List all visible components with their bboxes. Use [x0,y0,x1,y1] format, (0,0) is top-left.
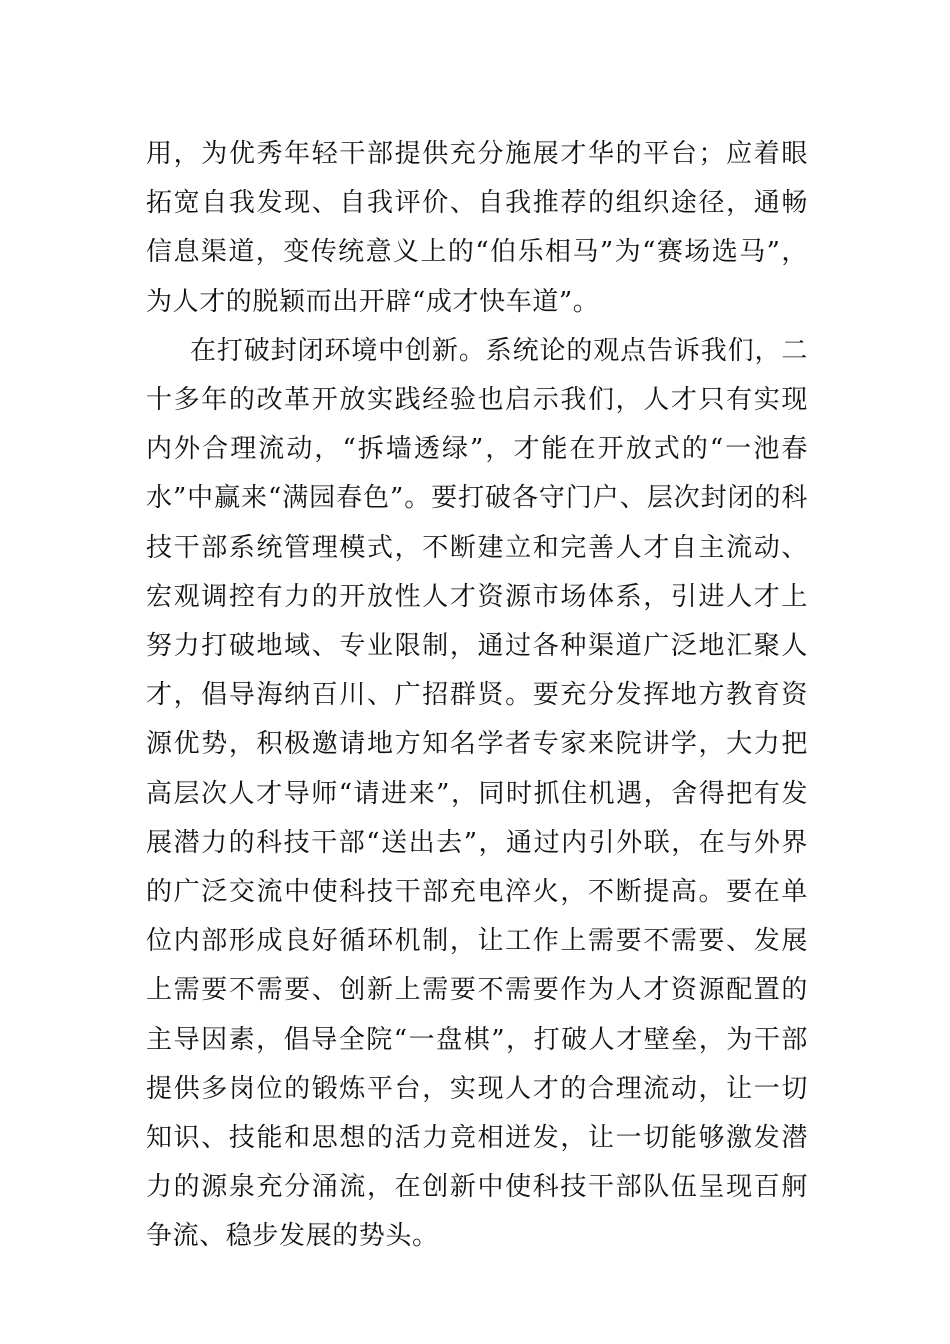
document-body [146,130,808,1262]
paragraph-continuation: 用，为优秀年轻干部提供充分施展才华的平台；应着眼拓宽自我发现、自我评价、自我推荐的组织途径，通畅信息渠道，变传统意义上的“伯乐相马”为“赛场选马”，为人才的脱颖而出开辟“成才快车道”。 [146,139,808,317]
paragraph-innovation: 在打破封闭环境中创新。系统论的观点告诉我们，二十多年的改革开放实践经验也启示我们，人才只有实现内外合理流动，“拆墙透绿”，才能在开放式的“一池春水”中赢来“满园春色”。要打破各守门户、层次封闭的科技干部系统管理模式，不断建立和完善人才自主流动、宏观调控有力的开放性人才资源市场体系，引进人才上努力打破地域、专业限制，通过各种渠道广泛地汇聚人才，倡导海纳百川、广招群贤。要充分发挥地方教育资源优势，积极邀请地方知名学者专家来院讲学，大力把高层次人才导师“请进来”，同时抓住机遇，舍得把有发展潜力的科技干部“送出去”，通过内引外联，在与外界的广泛交流中使科技干部充电淬火，不断提高。要在单位内部形成良好循环机制，让工作上需要不需要、发展上需要不需要、创新上需要不需要作为人才资源配置的主导因素，倡导全院“一盘棋”，打破人才壁垒，为干部提供多岗位的锻炼平台，实现人才的合理流动，让一切知识、技能和思想的活力竞相迸发，让一切能够激发潜力的源泉充分涌流，在创新中使科技干部队伍呈现百舸争流、稳步发展的势头。 [146,335,808,1252]
